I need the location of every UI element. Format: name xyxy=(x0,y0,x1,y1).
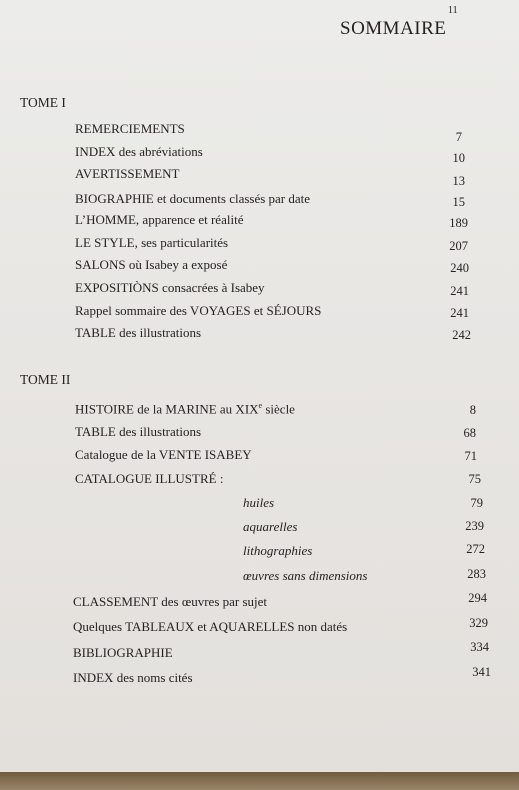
entry-page-number: 334 xyxy=(470,640,489,654)
entry-page-number: 329 xyxy=(469,616,488,630)
entry-name: INDEX xyxy=(73,670,114,685)
toc-entry xyxy=(75,303,321,319)
entry-page-number: 240 xyxy=(450,261,469,275)
toc-entry xyxy=(73,670,193,686)
entry-desc: des illustrations xyxy=(115,424,202,439)
entry-page-number: 13 xyxy=(452,174,465,188)
entry-page-number: 15 xyxy=(452,195,465,209)
toc-entry xyxy=(73,594,267,610)
entry-name: Quelques TABLEAUX et AQUARELLES non datés xyxy=(73,619,348,634)
toc-entry xyxy=(75,191,310,207)
entry-name: TABLE xyxy=(75,325,116,340)
toc-entry xyxy=(73,645,173,661)
toc-entry xyxy=(75,121,185,137)
entry-desc: des œuvres par sujet xyxy=(158,594,268,609)
toc-entry xyxy=(75,212,243,228)
entry-name: TABLE xyxy=(75,424,116,439)
entry-page-number: 341 xyxy=(472,665,491,679)
page-title: SOMMAIRE xyxy=(340,18,447,39)
toc-entry xyxy=(75,325,201,341)
entry-name: CLASSEMENT xyxy=(73,594,158,609)
entry-name: SALONS xyxy=(75,257,126,272)
toc-entry xyxy=(75,235,228,251)
tome-1-heading: TOME I xyxy=(20,95,66,110)
entry-page-number: 241 xyxy=(450,306,469,320)
entry-page-number: 241 xyxy=(450,284,469,298)
entry-name: LE STYLE, xyxy=(75,235,138,250)
entry-page-number: 272 xyxy=(466,542,485,556)
entry-page-number: 8 xyxy=(469,403,476,417)
page-number: 11 xyxy=(448,5,458,16)
entry-name: BIBLIOGRAPHIE xyxy=(73,645,173,660)
entry-page-number: 283 xyxy=(467,567,486,581)
entry-name: REMERCIEMENTS xyxy=(75,121,185,136)
entry-page-number: 75 xyxy=(468,472,481,486)
catalogue-subentry: aquarelles xyxy=(243,519,298,534)
entry-name: HISTOIRE xyxy=(75,401,134,417)
entry-name: AVERTISSEMENT xyxy=(75,166,180,181)
entry-name: EXPOSITIÒNS xyxy=(75,280,159,295)
entry-name: Rappel sommaire des VOYAGES et SÉJOURS xyxy=(75,303,322,318)
entry-desc: où Isabey a exposé xyxy=(125,257,228,272)
toc-entry xyxy=(75,280,265,296)
superscript: e xyxy=(258,401,263,410)
entry-name: CATALOGUE ILLUSTRÉ : xyxy=(75,471,224,486)
entry-page-number: 79 xyxy=(470,496,483,510)
entry-desc: et documents classés par date xyxy=(153,191,311,206)
entry-desc: ses particularités xyxy=(137,235,229,250)
toc-entry xyxy=(75,401,295,417)
entry-name: BIOGRAPHIE xyxy=(75,191,154,206)
catalogue-subentry: huiles xyxy=(243,495,275,510)
toc-entry xyxy=(75,447,252,463)
entry-page-number: 239 xyxy=(465,519,484,533)
entry-desc: des illustrations xyxy=(115,325,202,340)
catalogue-subentry: lithographies xyxy=(243,543,313,558)
toc-entry xyxy=(73,619,347,635)
entry-page-number: 7 xyxy=(455,130,462,144)
entry-name: L’HOMME, xyxy=(75,212,140,227)
entry-name: Catalogue de la VENTE ISABEY xyxy=(75,447,252,462)
entry-desc: consacrées à Isabey xyxy=(158,280,265,295)
book-edge xyxy=(0,772,519,790)
entry-page-number: 294 xyxy=(468,591,487,605)
catalogue-subentry: œuvres sans dimensions xyxy=(243,568,368,583)
toc-entry xyxy=(75,424,201,440)
entry-page-number: 207 xyxy=(449,239,468,253)
tome-2-heading: TOME II xyxy=(20,372,71,387)
entry-desc: des noms cités xyxy=(113,670,193,685)
toc-entry xyxy=(75,471,223,487)
entry-desc-end: siècle xyxy=(262,401,295,417)
entry-desc: des abréviations xyxy=(115,144,203,159)
entry-page-number: 68 xyxy=(463,426,476,440)
entry-desc: de la MARINE au XIX xyxy=(133,401,259,417)
entry-page-number: 189 xyxy=(449,216,468,230)
toc-entry xyxy=(75,144,203,160)
entry-page-number: 242 xyxy=(452,328,471,342)
toc-entry xyxy=(75,257,227,273)
entry-desc: apparence et réalité xyxy=(139,212,244,227)
toc-entry xyxy=(75,166,179,182)
entry-name: INDEX xyxy=(75,144,116,159)
entry-page-number: 71 xyxy=(464,449,477,463)
entry-page-number: 10 xyxy=(452,151,465,165)
